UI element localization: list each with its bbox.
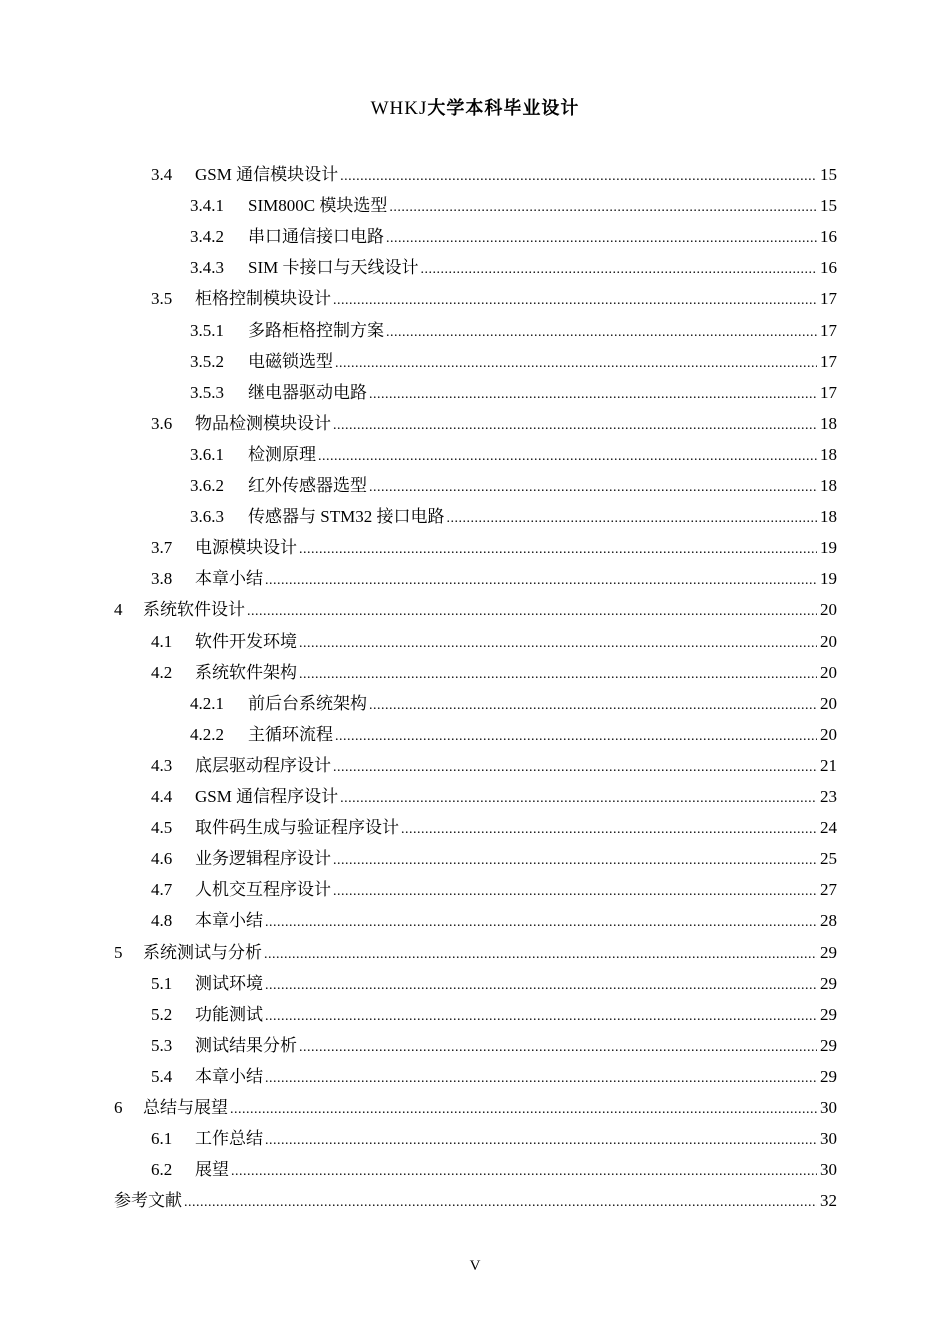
toc-dot-leader <box>335 719 817 750</box>
toc-entry-title: 业务逻辑程序设计 <box>195 849 331 869</box>
toc-dot-leader <box>340 781 817 812</box>
toc-entry[interactable] <box>151 750 837 781</box>
toc-dot-leader <box>265 999 817 1030</box>
toc-entry-title: 传感器与 STM32 接口电路 <box>248 507 445 527</box>
toc-entry-title: 串口通信接口电路 <box>248 227 384 247</box>
toc-entry-title: 软件开发环境 <box>195 631 297 651</box>
toc-dot-leader <box>333 408 817 439</box>
page-number: V <box>469 1258 481 1274</box>
toc-entry-title: GSM 通信程序设计 <box>195 787 339 806</box>
toc-entry-page: 27 <box>820 880 837 900</box>
toc-entry-page: 18 <box>820 444 837 464</box>
toc-entry-page: 20 <box>820 724 837 744</box>
toc-dot-leader <box>340 159 817 190</box>
header-title: 大学本科毕业设计 <box>427 98 580 119</box>
toc-dot-leader <box>386 315 817 346</box>
toc-entry-title: 总结与展望 <box>143 1098 228 1117</box>
toc-dot-leader <box>299 657 817 688</box>
toc-entry-page: 28 <box>820 911 837 931</box>
toc-entry[interactable] <box>151 283 837 314</box>
toc-entry-page: 24 <box>820 818 837 838</box>
toc-entry-page: 30 <box>820 1160 837 1180</box>
toc-dot-leader <box>386 221 817 252</box>
toc-dot-leader <box>265 563 817 594</box>
toc-entry-number: 5.3 <box>151 1035 173 1055</box>
toc-entry-number: 3.5.2 <box>190 351 224 371</box>
toc-entry-title: SIM800C 模块选型 <box>248 196 388 216</box>
toc-entry-number: 4.2.2 <box>190 724 224 744</box>
toc-entry-title: 多路柜格控制方案 <box>248 320 384 340</box>
toc-dot-leader <box>265 905 817 936</box>
toc-entry[interactable] <box>190 439 837 470</box>
toc-entry-number: 3.5 <box>151 289 173 309</box>
toc-entry[interactable] <box>114 594 837 625</box>
toc-entry-number: 3.4 <box>151 165 173 184</box>
toc-dot-leader <box>264 937 817 968</box>
toc-entry-page: 30 <box>820 1098 837 1117</box>
toc-entry[interactable] <box>151 812 837 843</box>
toc-entry-page: 18 <box>820 413 837 433</box>
toc-entry-title: 检测原理 <box>248 444 316 464</box>
toc-entry[interactable] <box>190 470 837 501</box>
toc-entry-page: 17 <box>820 289 837 309</box>
toc-entry-title: 电源模块设计 <box>195 538 297 558</box>
toc-entry-number: 4 <box>114 600 123 620</box>
toc-entry-page: 29 <box>820 942 837 962</box>
toc-dot-leader <box>333 843 817 874</box>
toc-entry-title: 展望 <box>195 1160 229 1180</box>
toc-dot-leader <box>265 1061 817 1092</box>
toc-entry[interactable] <box>114 937 837 968</box>
toc-entry-number: 3.4.2 <box>190 227 224 247</box>
toc-entry[interactable] <box>151 1123 837 1154</box>
toc-entry-page: 20 <box>820 600 837 620</box>
toc-entry-title: 测试结果分析 <box>195 1035 297 1055</box>
toc-entry[interactable] <box>151 781 837 812</box>
toc-entry-title: 继电器驱动电路 <box>248 382 367 402</box>
toc-entry-page: 23 <box>820 787 837 806</box>
toc-entry-title: 电磁锁选型 <box>248 351 333 371</box>
toc-entry-number: 4.4 <box>151 787 173 806</box>
header-prefix: WHKJ <box>370 98 428 119</box>
toc-entry-title: 参考文献 <box>114 1191 182 1211</box>
toc-entry[interactable] <box>151 532 837 563</box>
toc-entry[interactable] <box>151 408 837 439</box>
toc-dot-leader <box>247 594 817 625</box>
toc-dot-leader <box>369 377 817 408</box>
toc-entry-number: 5 <box>114 942 123 962</box>
toc-entry[interactable] <box>151 563 837 594</box>
toc-dot-leader <box>389 190 817 221</box>
toc-entry-page: 16 <box>820 227 837 247</box>
toc-entry[interactable] <box>151 1061 837 1092</box>
toc-entry[interactable] <box>151 905 837 936</box>
toc-dot-leader <box>299 1030 817 1061</box>
toc-entry-number: 5.4 <box>151 1066 173 1086</box>
toc-entry-page: 32 <box>820 1191 837 1211</box>
toc-entry-number: 5.1 <box>151 973 173 993</box>
toc-entry-number: 4.6 <box>151 849 173 869</box>
toc-dot-leader <box>265 1123 817 1154</box>
toc-entry-title: 本章小结 <box>195 1066 263 1086</box>
toc-entry-page: 29 <box>820 1066 837 1086</box>
toc-dot-leader <box>333 750 817 781</box>
toc-entry-page: 30 <box>820 1129 837 1149</box>
toc-entry-title: 取件码生成与验证程序设计 <box>195 818 399 838</box>
toc-entry-page: 29 <box>820 1004 837 1024</box>
toc-entry-page: 29 <box>820 1035 837 1055</box>
toc-entry-number: 4.2.1 <box>190 693 224 713</box>
toc-entry-page: 20 <box>820 662 837 682</box>
toc-entry-title: GSM 通信模块设计 <box>195 165 339 184</box>
toc-entry[interactable] <box>190 719 837 750</box>
toc-dot-leader <box>299 626 817 657</box>
toc-entry-page: 20 <box>820 631 837 651</box>
toc-entry-number: 5.2 <box>151 1004 173 1024</box>
toc-entry-title: 系统测试与分析 <box>143 942 262 962</box>
toc-entry[interactable] <box>190 377 837 408</box>
toc-entry-title: 测试环境 <box>195 973 263 993</box>
toc-entry-title: 柜格控制模块设计 <box>195 289 331 309</box>
toc-entry-number: 3.5.1 <box>190 320 224 340</box>
toc-entry-number: 4.2 <box>151 662 173 682</box>
toc-entry[interactable] <box>190 221 837 252</box>
toc-entry-page: 17 <box>820 320 837 340</box>
toc-entry[interactable] <box>190 501 837 532</box>
toc-entry[interactable] <box>151 159 837 190</box>
toc-entry-title: 工作总结 <box>195 1129 263 1149</box>
toc-entry-title: 功能测试 <box>195 1004 263 1024</box>
toc-entry[interactable] <box>190 346 837 377</box>
toc-entry[interactable] <box>151 1030 837 1061</box>
toc-entry-page: 17 <box>820 351 837 371</box>
toc-entry-page: 15 <box>820 165 837 184</box>
toc-entry-title: 本章小结 <box>195 911 263 931</box>
toc-dot-leader <box>333 283 817 314</box>
toc-entry[interactable] <box>151 843 837 874</box>
toc-entry-page: 18 <box>820 507 837 527</box>
toc-dot-leader <box>231 1154 817 1185</box>
toc-entry-page: 20 <box>820 693 837 713</box>
toc-entry-number: 3.6.2 <box>190 476 224 495</box>
toc-entry-page: 19 <box>820 569 837 589</box>
toc-entry-title: 前后台系统架构 <box>248 693 367 713</box>
toc-entry-title: 主循环流程 <box>248 724 333 744</box>
toc-dot-leader <box>318 439 817 470</box>
toc-entry-number: 3.4.1 <box>190 196 224 216</box>
toc-dot-leader <box>299 532 817 563</box>
toc-entry-number: 4.5 <box>151 818 173 838</box>
toc-entry[interactable] <box>151 874 837 905</box>
toc-entry-number: 3.8 <box>151 569 173 589</box>
toc-dot-leader <box>230 1092 817 1123</box>
toc-entry-page: 29 <box>820 973 837 993</box>
toc-entry-title: 系统软件架构 <box>195 662 297 682</box>
toc-entry[interactable] <box>151 626 837 657</box>
toc-entry-page: 25 <box>820 849 837 869</box>
toc-entry-number: 3.6.1 <box>190 444 224 464</box>
toc-entry-number: 3.6 <box>151 413 173 433</box>
toc-dot-leader <box>420 252 817 283</box>
toc-dot-leader <box>333 874 817 905</box>
toc-entry[interactable] <box>190 190 837 221</box>
toc-entry[interactable] <box>190 688 837 719</box>
toc-entry-page: 16 <box>820 258 837 278</box>
toc-entry[interactable] <box>151 1154 837 1185</box>
toc-entry-title: 系统软件设计 <box>143 600 245 620</box>
toc-entry-title: 人机交互程序设计 <box>195 880 331 900</box>
toc-dot-leader <box>265 968 817 999</box>
toc-entry-number: 3.4.3 <box>190 258 224 278</box>
toc-entry-page: 17 <box>820 382 837 402</box>
toc-entry-page: 18 <box>820 476 837 495</box>
toc-entry[interactable] <box>151 968 837 999</box>
toc-dot-leader <box>335 346 817 377</box>
toc-entry-title: 物品检测模块设计 <box>195 413 331 433</box>
toc-dot-leader <box>184 1185 817 1216</box>
toc-entry-number: 6 <box>114 1098 123 1117</box>
toc-entry-title: SIM 卡接口与天线设计 <box>248 258 419 278</box>
toc-entry-number: 4.7 <box>151 880 173 900</box>
toc-entry-number: 4.3 <box>151 755 173 775</box>
toc-entry[interactable] <box>114 1092 837 1123</box>
toc-entry-page: 21 <box>820 755 837 775</box>
toc-entry[interactable] <box>151 999 837 1030</box>
toc-entry-page: 19 <box>820 538 837 558</box>
toc-entry[interactable] <box>151 657 837 688</box>
page-header <box>0 93 950 125</box>
toc-dot-leader <box>369 470 817 501</box>
toc-dot-leader <box>446 501 817 532</box>
toc-entry-number: 6.2 <box>151 1160 173 1180</box>
toc-entry[interactable] <box>114 1185 837 1216</box>
toc-entry[interactable] <box>190 252 837 283</box>
toc-entry-number: 3.5.3 <box>190 382 224 402</box>
toc-entry-title: 红外传感器选型 <box>248 476 367 495</box>
toc-entry-number: 4.1 <box>151 631 173 651</box>
toc-entry-page: 15 <box>820 196 837 216</box>
toc-entry-number: 6.1 <box>151 1129 173 1149</box>
toc-entry-number: 3.7 <box>151 538 173 558</box>
toc-entry-title: 底层驱动程序设计 <box>195 755 331 775</box>
toc-dot-leader <box>369 688 817 719</box>
toc-entry[interactable] <box>190 315 837 346</box>
toc-entry-number: 4.8 <box>151 911 173 931</box>
toc-entry-number: 3.6.3 <box>190 507 224 527</box>
toc-entry-title: 本章小结 <box>195 569 263 589</box>
toc-dot-leader <box>401 812 817 843</box>
